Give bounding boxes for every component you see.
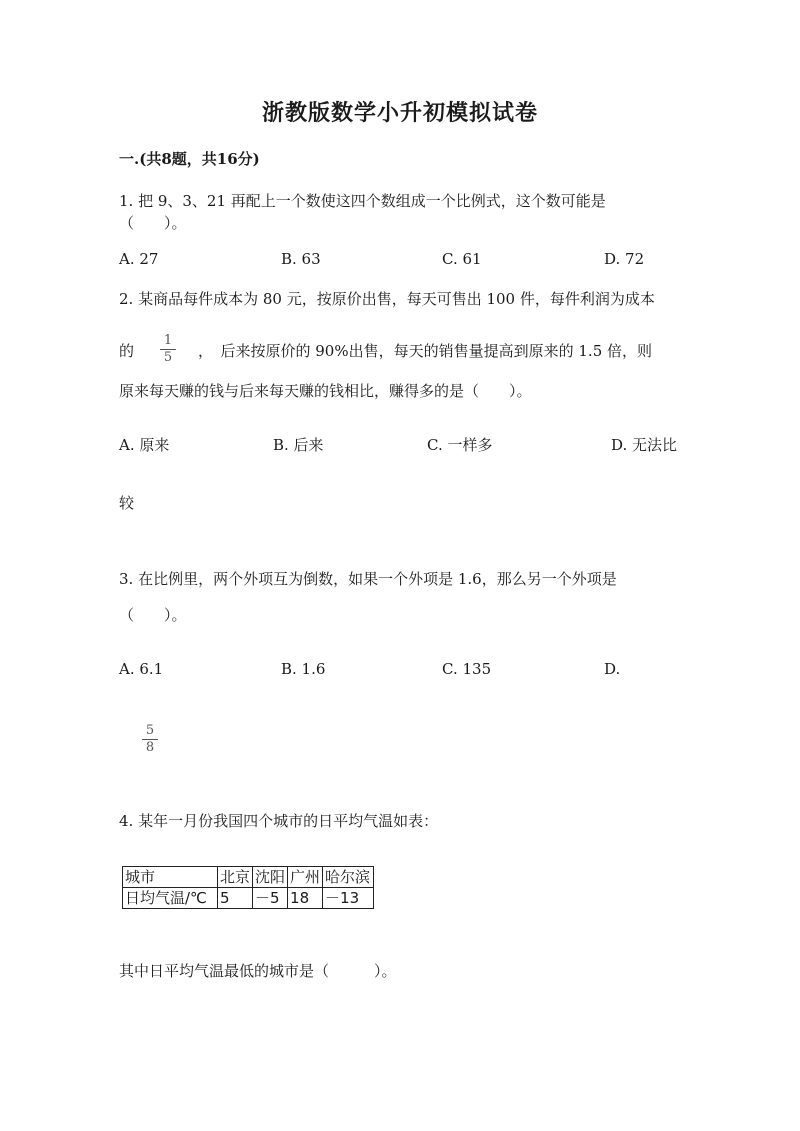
q2-text-line2a: 的	[119, 342, 135, 360]
page-title: 浙教版数学小升初模拟试卷	[261, 100, 538, 126]
table-header-row	[123, 867, 374, 888]
q3-fraction-numerator: 5	[145, 723, 155, 738]
table-header-cell: 哈尔滨	[323, 867, 374, 888]
city-temperature-table	[122, 866, 374, 909]
section-heading: 一.(共8题，共16分)	[119, 150, 260, 168]
q2-text-line3: 原来每天赚的钱与后来每天赚的钱相比，赚得多的是（ ）。	[119, 382, 532, 400]
q2-option-a: A. 原来	[119, 436, 170, 454]
table-header-cell: 北京	[218, 867, 253, 888]
table-cell: －13	[323, 888, 374, 909]
q1-option-a: A. 27	[119, 250, 159, 268]
q2-fraction	[160, 334, 176, 365]
q3-option-c: C. 135	[442, 660, 492, 678]
q3-fraction	[142, 724, 158, 755]
q2-fraction-numerator: 1	[163, 333, 173, 348]
q2-fraction-denominator: 5	[163, 350, 173, 365]
q3-fraction-denominator: 8	[145, 740, 155, 755]
q1-option-c: C. 61	[442, 250, 482, 268]
table-cell: －5	[253, 888, 288, 909]
table-cell: 18	[288, 888, 323, 909]
q3-text-line1: 3. 在比例里，两个外项互为倒数，如果一个外项是 1.6，那么另一个外项是	[119, 570, 617, 588]
q2-option-c: C. 一样多	[427, 436, 493, 454]
q1-text-line2: （ ）。	[119, 214, 187, 232]
q3-option-a: A. 6.1	[119, 660, 164, 678]
q2-option-d: D. 无法比	[611, 436, 678, 454]
q2-text-line1: 2. 某商品每件成本为 80 元，按原价出售，每天可售出 100 件，每件利润为成本	[119, 290, 655, 308]
q1-option-b: B. 63	[281, 250, 321, 268]
q2-text-line2b: ， 后来按原价的 90%出售，每天的销售量提高到原来的 1.5 倍，则	[198, 342, 653, 360]
q1-option-d: D. 72	[604, 250, 645, 268]
q4-question: 其中日平均气温最低的城市是（ ）。	[119, 962, 397, 980]
q3-option-d: D.	[604, 660, 621, 678]
table-header-cell: 沈阳	[253, 867, 288, 888]
table-cell: 日均气温/℃	[123, 888, 218, 909]
q2-option-b: B. 后来	[273, 436, 324, 454]
table-header-cell: 城市	[123, 867, 218, 888]
table-header-cell: 广州	[288, 867, 323, 888]
q1-text-line1: 1. 把 9、3、21 再配上一个数使这四个数组成一个比例式，这个数可能是	[119, 192, 606, 210]
table-row	[123, 888, 374, 909]
table-cell: 5	[218, 888, 253, 909]
q3-text-line2: （ ）。	[119, 606, 187, 624]
q4-text-line1: 4. 某年一月份我国四个城市的日平均气温如表：	[119, 812, 439, 830]
q3-option-b: B. 1.6	[281, 660, 326, 678]
q2-option-d-wrap: 较	[119, 494, 135, 512]
